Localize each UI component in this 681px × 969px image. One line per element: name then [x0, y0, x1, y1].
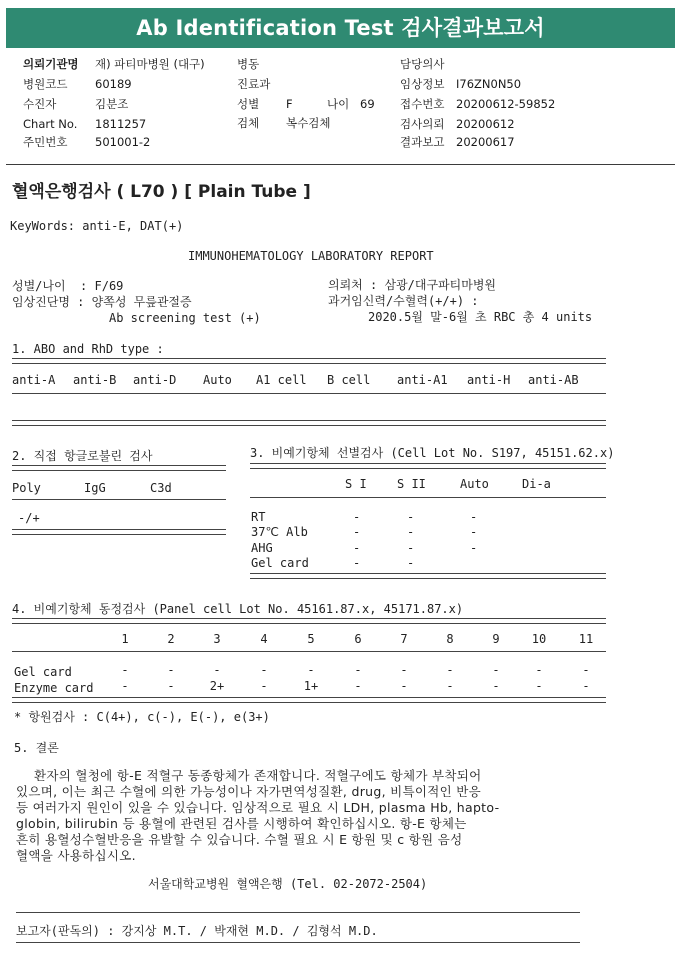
label-hospital-code: 병원코드 — [23, 77, 68, 91]
s3-col-2: Auto — [460, 477, 489, 491]
header-left-0 — [23, 57, 79, 71]
report-title: Ab Identification Test 검사결과보고서 — [6, 8, 675, 48]
s1-bottom-rule — [12, 420, 606, 426]
label-report-date: 결과보고 — [400, 135, 445, 149]
s2-title: 2. 직접 항글로불린 검사 — [12, 449, 153, 463]
s4-col-2: 2 — [167, 632, 175, 646]
label-id-number: 주민번호 — [23, 135, 68, 149]
s4-col-5: 5 — [307, 632, 315, 646]
conclusion-line-5: 혈액을 사용하십시오. — [16, 848, 136, 863]
value-age: 69 — [360, 97, 375, 111]
s4-col-10: 10 — [531, 632, 547, 646]
s2-col-0: Poly — [12, 481, 41, 495]
s3-top-rule — [250, 463, 606, 469]
s3-col-3: Di-a — [522, 477, 551, 491]
s4-col-11: 11 — [578, 632, 594, 646]
s4-col-6: 6 — [354, 632, 362, 646]
s2-bottom-rule — [12, 529, 226, 535]
value-id-number: 501001-2 — [95, 135, 151, 149]
s4-col-3: 3 — [213, 632, 221, 646]
lab-report-title: IMMUNOHEMATOLOGY LABORATORY REPORT — [188, 249, 434, 263]
s4-cell: - — [260, 679, 268, 693]
s3-row-name-0: RT — [251, 510, 266, 524]
s2-mid-rule — [12, 499, 226, 500]
value-clinical-info: I76ZN0N50 — [456, 77, 522, 91]
s4-cell: - — [307, 663, 315, 677]
s1-col-2: anti-D — [133, 373, 177, 387]
footer-bottom-rule — [16, 942, 580, 943]
s1-col-8: anti-AB — [528, 373, 579, 387]
value-hospital: 재) 파티마병원 (대구) — [95, 57, 205, 71]
label-patient: 수진자 — [23, 97, 57, 111]
s4-mid-rule — [12, 651, 606, 652]
diagnosis-note: Ab screening test (+) — [109, 311, 261, 325]
label-chart-no: Chart No. — [23, 117, 78, 131]
s3-row-name-1: 37℃ Alb — [251, 525, 308, 539]
label-accession-no: 접수번호 — [400, 97, 445, 111]
conclusion-line-0: 환자의 혈청에 항-E 적혈구 동종항체가 존재합니다. 적혈구에도 항체가 부착되어 — [34, 768, 482, 783]
label-request-date: 검사의뢰 — [400, 117, 445, 131]
s1-col-5: B cell — [327, 373, 371, 387]
s4-col-4: 4 — [260, 632, 268, 646]
sex-age: 성별/나이 : F/69 — [12, 279, 124, 293]
label-age: 나이 — [327, 97, 350, 111]
s3-cell: - — [407, 541, 415, 555]
s3-cell: - — [470, 525, 478, 539]
label-physician: 담당의사 — [400, 57, 445, 71]
s4-col-9: 9 — [492, 632, 500, 646]
label-clinical-info: 임상정보 — [400, 77, 445, 91]
value-accession-no: 20200612-59852 — [456, 97, 556, 111]
s1-col-0: anti-A — [12, 373, 56, 387]
s5-title: 5. 결론 — [14, 741, 59, 755]
value-request-date: 20200612 — [456, 117, 515, 131]
s3-cell: - — [470, 541, 478, 555]
s4-cell: - — [446, 679, 454, 693]
label-specimen: 검체 — [237, 116, 260, 130]
s4-cell: - — [400, 679, 408, 693]
s4-cell: - — [354, 663, 362, 677]
s2-top-rule — [12, 465, 226, 471]
s4-cell: - — [535, 663, 543, 677]
transfusion-history-detail: 2020.5월 말-6월 초 RBC 총 4 units — [368, 310, 593, 324]
s1-col-7: anti-H — [467, 373, 511, 387]
value-chart-no: 1811257 — [95, 117, 147, 131]
diagnosis: 임상진단명 : 양쪽성 무릎관절증 — [12, 295, 192, 309]
s4-cell: - — [535, 679, 543, 693]
s3-cell: - — [470, 510, 478, 524]
s4-cell: 1+ — [303, 679, 319, 693]
conclusion-line-2: 등 여러가지 원인이 있을 수 있습니다. 임상적으로 필요 시 LDH, plasma Hb, hapto- — [16, 800, 500, 815]
s4-col-7: 7 — [400, 632, 408, 646]
s1-col-1: anti-B — [73, 373, 117, 387]
s2-col-2: C3d — [150, 481, 172, 495]
s4-cell: - — [492, 663, 500, 677]
transfusion-history: 과거임신력/수혈력(+/+) : — [328, 294, 479, 308]
label-hospital: 의뢰기관명 — [23, 57, 79, 71]
s3-mid-rule — [250, 497, 606, 498]
s3-cell: - — [353, 541, 361, 555]
s3-row-name-2: AHG — [251, 541, 273, 555]
s3-cell: - — [353, 525, 361, 539]
s4-cell: 2+ — [209, 679, 225, 693]
label-ward: 병동 — [237, 57, 260, 71]
s3-cell: - — [407, 525, 415, 539]
s4-cell: - — [121, 679, 129, 693]
s3-bottom-rule — [250, 573, 606, 579]
value-patient: 김분조 — [95, 97, 129, 111]
s4-cell: - — [582, 679, 590, 693]
conclusion-line-3: globin, bilirubin 등 용혈에 관련된 검사를 시행하여 확인하십시오. 항-E 항체는 — [16, 816, 467, 831]
keywords: KeyWords: anti-E, DAT(+) — [10, 219, 184, 233]
s3-row-name-3: Gel card — [251, 556, 309, 570]
s4-cell: - — [446, 663, 454, 677]
s4-cell: - — [213, 663, 221, 677]
header-divider — [6, 164, 675, 165]
s3-cell: - — [407, 556, 415, 570]
s4-cell: - — [167, 663, 175, 677]
label-department: 진료과 — [237, 77, 271, 91]
label-sex: 성별 — [237, 97, 260, 111]
s3-col-0: S I — [345, 477, 367, 491]
s4-top-rule — [12, 618, 606, 624]
section-title: 혈액은행검사 ( L70 ) [ Plain Tube ] — [12, 182, 311, 202]
s4-cell: - — [400, 663, 408, 677]
s4-bottom-rule — [12, 697, 606, 703]
s4-cell: - — [492, 679, 500, 693]
s1-col-4: A1 cell — [256, 373, 307, 387]
s4-cell: - — [354, 679, 362, 693]
value-sex: F — [286, 97, 293, 111]
value-report-date: 20200617 — [456, 135, 515, 149]
value-specimen: 복수검체 — [286, 116, 331, 130]
s4-col-8: 8 — [446, 632, 454, 646]
s3-cell: - — [407, 510, 415, 524]
s2-col-1: IgG — [84, 481, 106, 495]
requester: 의뢰처 : 삼광/대구파티마병원 — [328, 278, 497, 292]
s4-cell: - — [260, 663, 268, 677]
s4-title: 4. 비예기항체 동정검사 (Panel cell Lot No. 45161.87.x, 45171.87.x) — [12, 602, 464, 616]
conclusion-line-1: 있으며, 이는 최근 수혈에 의한 가능성이나 자가면역성질환, drug, 비특이적인 반응 — [16, 784, 482, 799]
value-hospital-code: 60189 — [95, 77, 132, 91]
s1-col-3: Auto — [203, 373, 232, 387]
s2-result: -/+ — [18, 511, 40, 525]
s3-cell: - — [353, 556, 361, 570]
s4-col-1: 1 — [121, 632, 129, 646]
s1-mid-rule — [12, 393, 606, 394]
s3-cell: - — [353, 510, 361, 524]
s1-top-rule — [12, 358, 606, 364]
s3-title: 3. 비예기항체 선별검사 (Cell Lot No. S197, 45151.62.x) — [250, 446, 615, 460]
s4-row-name-0: Gel card — [14, 665, 72, 679]
s3-col-1: S II — [397, 477, 426, 491]
antigen-test: * 항원검사 : C(4+), c(-), E(-), e(3+) — [14, 710, 270, 724]
s4-row-name-1: Enzyme card — [14, 681, 94, 695]
s4-cell: - — [167, 679, 175, 693]
lab-contact: 서울대학교병원 혈액은행 (Tel. 02-2072-2504) — [148, 877, 428, 891]
conclusion-line-4: 흔히 용혈성수혈반응을 유발할 수 있습니다. 수혈 필요 시 E 항원 및 c 항원 음성 — [16, 832, 463, 847]
s4-cell: - — [121, 663, 129, 677]
s1-title: 1. ABO and RhD type : — [12, 342, 164, 356]
reporter: 보고자(판독의) : 강지상 M.T. / 박재현 M.D. / 김형석 M.D. — [16, 924, 378, 938]
s4-cell: - — [582, 663, 590, 677]
s1-col-6: anti-A1 — [397, 373, 448, 387]
footer-top-rule — [16, 912, 580, 913]
